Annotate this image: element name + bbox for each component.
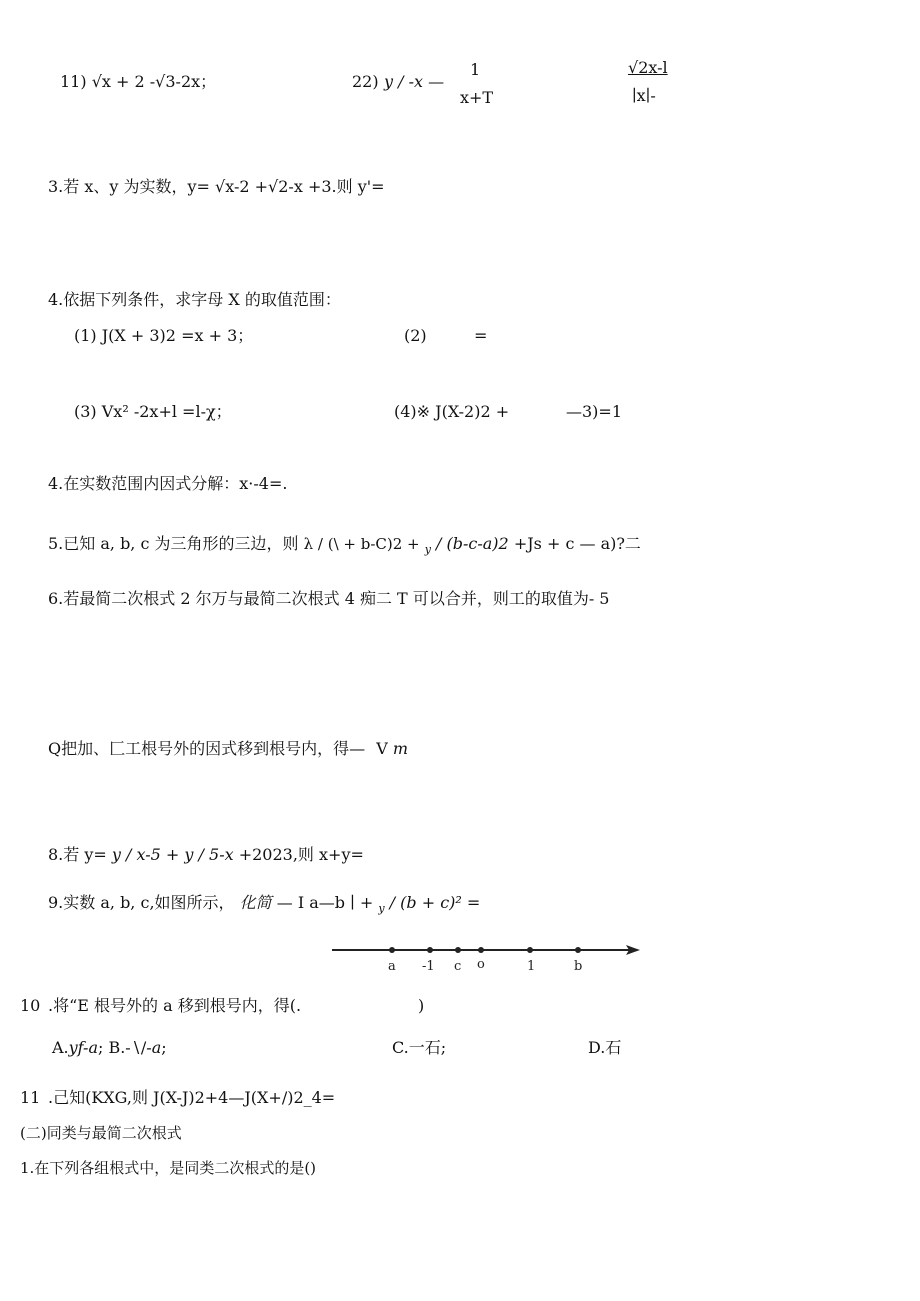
question-5-stem	[48, 534, 641, 560]
question-9-part-e: / (b + c)²	[389, 893, 462, 912]
point-a	[389, 947, 395, 953]
fraction-denominator-2: ∣x∣-	[632, 86, 656, 105]
label-a: a	[388, 959, 396, 974]
fraction-numerator: 1	[470, 60, 481, 79]
question-5-part-b: λ / (\ + b-C)2 +	[303, 535, 420, 553]
option-c: C.一石;	[392, 1038, 447, 1057]
question-5-part-e: +Js + c — a)?二	[513, 534, 641, 553]
question-7-text: Q把加、匚工根号外的因式移到根号内，得—	[48, 739, 366, 758]
question-9	[48, 893, 480, 919]
label-1: 1	[527, 959, 536, 974]
label-o: o	[477, 957, 485, 972]
question-8-part-a: 8.若 y=	[48, 845, 107, 864]
question-4-case-4a: (4)※ J(X-2)2 +	[394, 402, 510, 421]
question-22-label: 22)	[352, 72, 379, 91]
label-b: b	[574, 959, 583, 974]
question-9-part-b: 化简	[239, 893, 272, 912]
question-9-part-f: =	[466, 893, 481, 912]
point-b	[575, 947, 581, 953]
point-neg1	[427, 947, 433, 953]
question-6: 6.若最简二次根式 2 尔万与最简二次根式 4 痴二 T 可以合并，则工的取值为- 5	[48, 589, 610, 608]
question-5-part-a: 5.已知 a, b, c 为三角形的三边，则	[48, 534, 299, 553]
question-10-number: 10	[20, 996, 41, 1015]
question-5-part-d: / (b-c-a)2	[436, 534, 509, 553]
question-7	[48, 739, 408, 759]
label-c: c	[454, 959, 462, 974]
question-8-part-c: +2023,则 x+y=	[238, 845, 364, 864]
question-4-title: 4.依据下列条件，求字母 X 的取值范围：	[48, 290, 341, 309]
question-4-case-4b: —3)=1	[566, 402, 623, 421]
question-4-case-3: (3) Vx² -2x+l =l-χ；	[74, 402, 232, 421]
question-5-part-c: y	[424, 543, 431, 557]
question-4-factorization: 4.在实数范围内因式分解：x·-4=.	[48, 474, 288, 493]
question-11-part1: 11) √x + 2 -√3-2x；	[60, 72, 217, 91]
option-d: D.石	[588, 1038, 622, 1057]
option-b-value: -a	[146, 1038, 162, 1057]
number-line-figure	[330, 938, 642, 978]
question-9-part-a: 9.实数 a, b, c,如图所示，	[48, 893, 235, 912]
fraction-denominator: x+T	[460, 88, 494, 107]
option-b-end: ;	[161, 1038, 167, 1057]
question-11-number: 11	[20, 1088, 41, 1107]
question-10-text: .将“E 根号外的 a 移到根号内，得(.	[48, 996, 302, 1015]
question-4-case-1: (1) J(X + 3)2 =x + 3；	[74, 326, 254, 345]
question-8	[48, 845, 364, 865]
option-a-value: yf-a	[68, 1038, 98, 1057]
question-4-case-2-equals: =	[474, 326, 488, 345]
point-o	[478, 947, 484, 953]
question-10-close: )	[418, 996, 425, 1015]
question-9-part-c: — I a—b ∣ +	[276, 893, 374, 912]
question-4-case-2: (2)	[404, 326, 427, 345]
question-9-part-d: y	[378, 902, 385, 916]
point-1	[527, 947, 533, 953]
question-7-variable: m	[392, 739, 409, 758]
option-a-label: A.	[52, 1038, 69, 1057]
option-a-b	[52, 1038, 167, 1058]
question-7-radical: V	[376, 739, 388, 758]
option-b-label: ; B.-∖/	[97, 1038, 147, 1057]
question-11-text: .己知(KXG,则 J(X-J)2+4—J(X+/)2_4=	[48, 1088, 336, 1107]
question-22-expression: y / -x —	[384, 72, 445, 91]
section-2-title: (二)同类与最简二次根式	[20, 1124, 182, 1142]
question-8-part-b: y / x-5 + y / 5-x	[111, 845, 234, 864]
question-3: 3.若 x、y 为实数，y= √x-2 +√2-x +3.则 y'=	[48, 177, 385, 196]
point-c	[455, 947, 461, 953]
section-2-question-1: 1.在下列各组根式中，是同类二次根式的是()	[20, 1159, 317, 1177]
label-neg1: -1	[422, 959, 435, 974]
fraction-numerator-2: √2x-l	[628, 58, 668, 77]
